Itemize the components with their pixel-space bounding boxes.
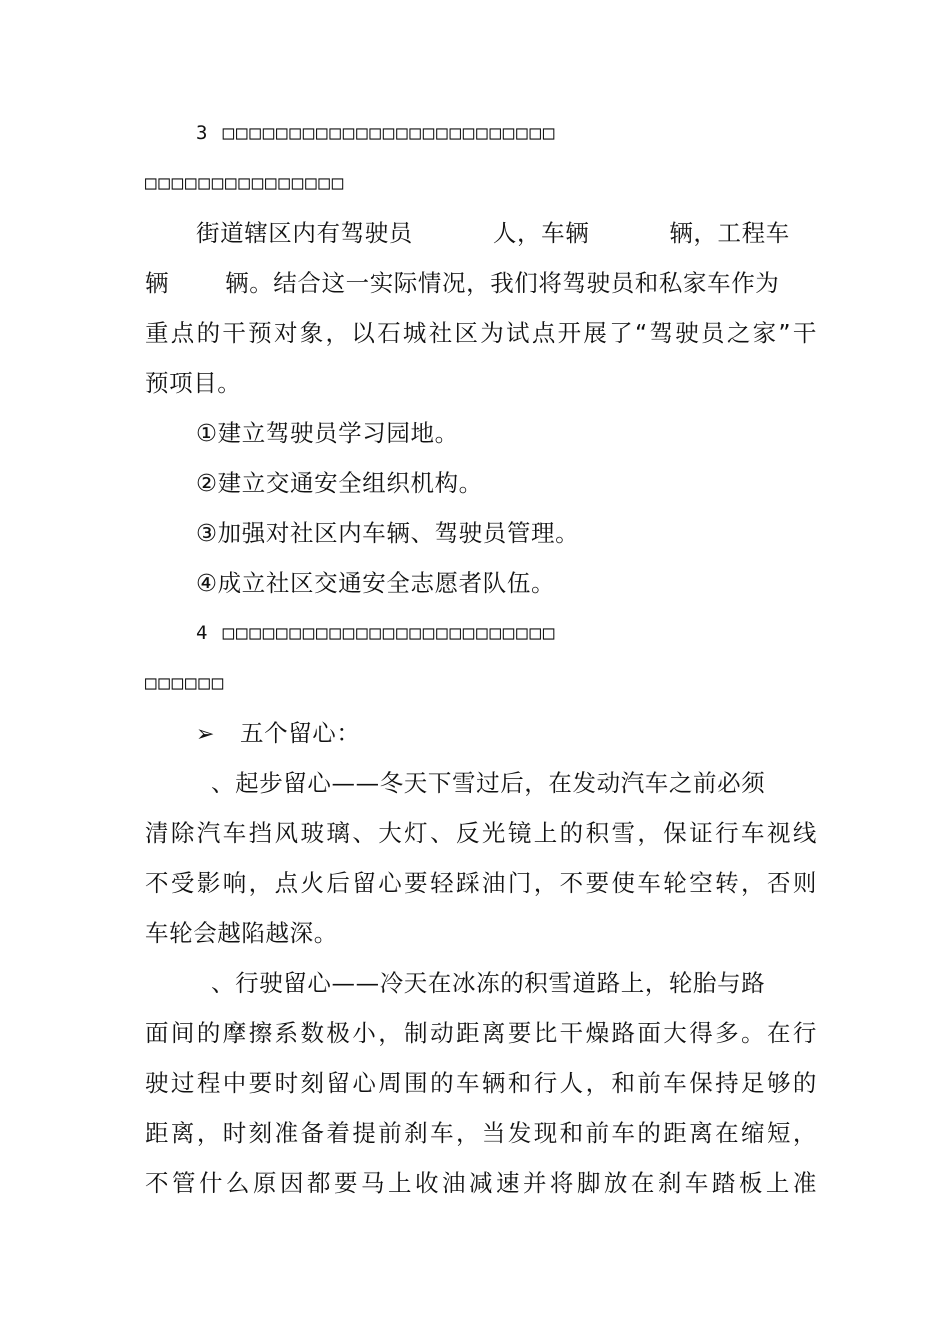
text-span: 辆，工程车	[669, 219, 790, 247]
paragraph-line: 重点的干预对象，以石城社区为试点开展了“驾驶员之家”干	[145, 319, 817, 347]
text-span: 街道辖区内有驾驶员	[196, 219, 413, 247]
paragraph-line: 清除汽车挡风玻璃、大灯、反光镜上的积雪，保证行车视线	[145, 819, 817, 847]
heading-3-line: 3 □□□□□□□□□□□□□□□□□□□□□□□□□	[196, 122, 557, 144]
heading-3-continuation: □□□□□□□□□□□□□□□	[145, 172, 346, 194]
list-item: ②建立交通安全组织机构。	[196, 469, 483, 497]
paragraph-line: 面间的摩擦系数极小，制动距离要比干燥路面大得多。在行	[145, 1019, 817, 1047]
paragraph-line: 不管什么原因都要马上收油减速并将脚放在刹车踏板上准	[145, 1169, 817, 1197]
heading-4-line: 4 □□□□□□□□□□□□□□□□□□□□□□□□□	[196, 622, 557, 644]
list-item: ①建立驾驶员学习园地。	[196, 419, 459, 447]
text-span: 人，车辆	[492, 219, 590, 247]
list-item: ④成立社区交通安全志愿者队伍。	[196, 569, 556, 597]
list-item: ③加强对社区内车辆、驾驶员管理。	[196, 519, 580, 547]
arrow-bullet-icon: ➢	[196, 722, 216, 747]
paragraph-line	[196, 216, 816, 250]
text-span: 五个留心：	[240, 719, 361, 747]
text-span: 辆。结合这一实际情况，我们将驾驶员和私家车作为	[225, 269, 780, 297]
paragraph-line: 预项目。	[145, 369, 242, 397]
paragraph-line: 驶过程中要时刻留心周围的车辆和行人，和前车保持足够的	[145, 1069, 817, 1097]
paragraph-line	[145, 266, 817, 300]
paragraph-line: 距离，时刻准备着提前刹车，当发现和前车的距离在缩短，	[145, 1119, 817, 1147]
paragraph-line: 不受影响，点火后留心要轻踩油门，不要使车轮空转，否则	[145, 869, 817, 897]
heading-4-continuation: □□□□□□	[145, 672, 226, 694]
text-span: 辆	[145, 269, 170, 297]
paragraph-line: 、行驶留心——冷天在冰冻的积雪道路上，轮胎与路	[211, 969, 766, 997]
paragraph-line: 、起步留心——冬天下雪过后，在发动汽车之前必须	[211, 769, 766, 797]
bullet-heading	[196, 716, 816, 750]
paragraph-line: 车轮会越陷越深。	[145, 919, 338, 947]
